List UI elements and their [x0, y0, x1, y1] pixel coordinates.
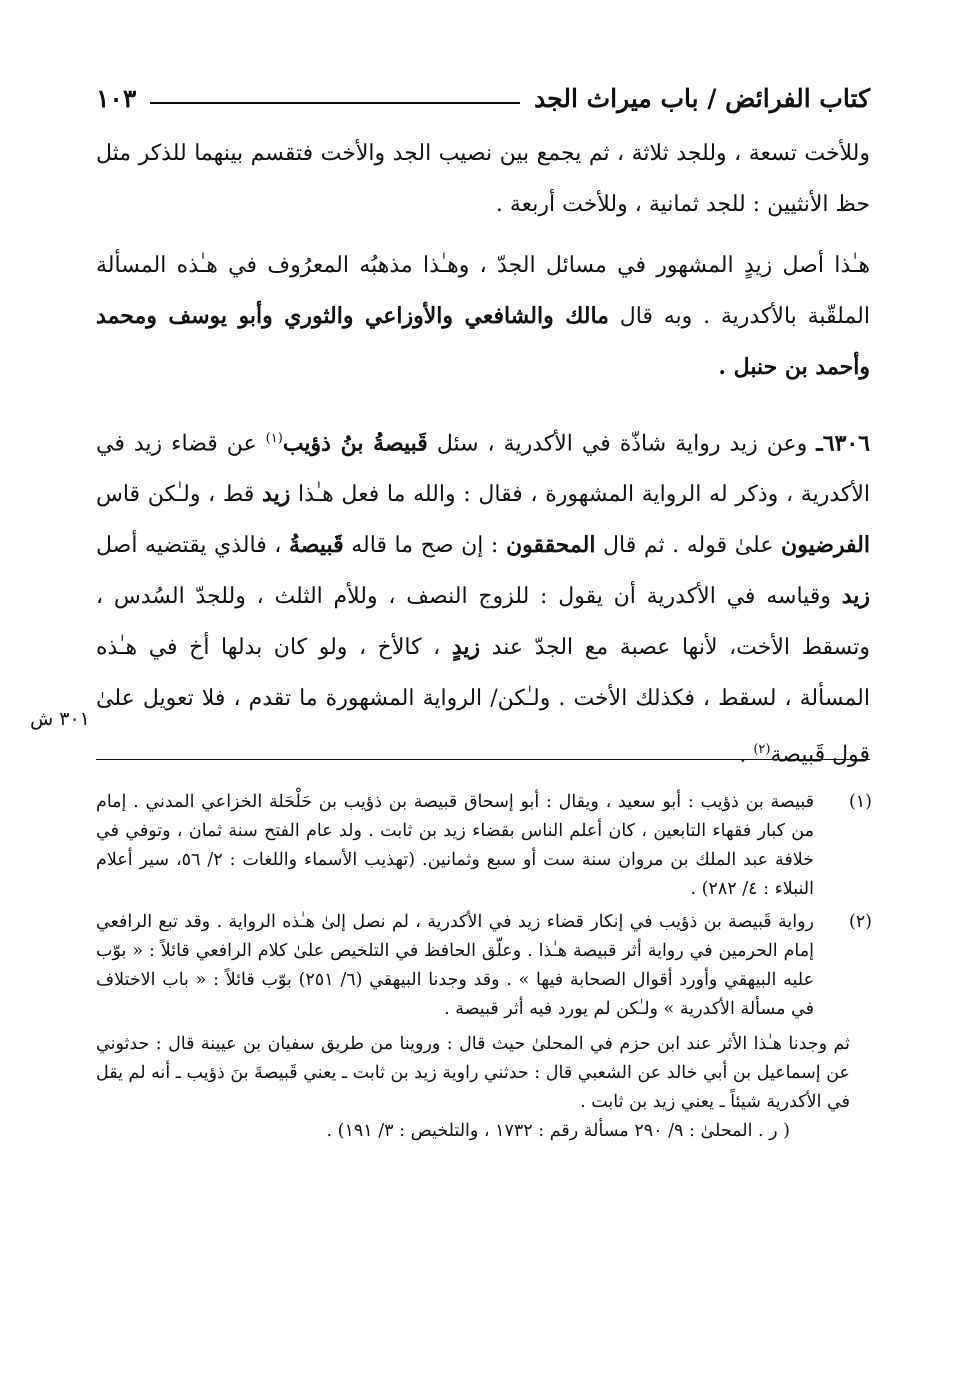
name-zayd-2: زيد [841, 583, 870, 610]
text-span: ، فالذي يقتضيه أصل [96, 533, 289, 559]
footnotes [96, 788, 872, 1146]
header-rule [150, 102, 520, 104]
hadith-number: ٦٣٠٦ـ [816, 430, 870, 457]
footnote-2 [96, 908, 872, 1024]
footnote-ref-1[interactable]: (١) [265, 431, 283, 446]
paragraph-3 [96, 413, 870, 781]
manuscript-folio-note: ٣٠١ ش [30, 708, 90, 730]
running-header [96, 78, 870, 118]
footnote-separator [96, 759, 870, 760]
name-qabisa: قَبيصةُ بنُ ذؤيب [282, 430, 428, 457]
footnote-1-text: قبيصة بن ذؤيب : أبو سعيد ، ويقال : أبو إسحاق قبيصة بن ذؤيب بن حَلْحَلة الخزاعي المدني . إمام من كبار فقهاء التابعين ، كان أعلم الناس بقضاء زيد بن ثابت . ولد عام الفتح سنة ثمان ، وتوفي في خلافة عبد الملك بن مروان سنة ست أو سبع وثمانين. (تهذيب الأسماء واللغات : ٢/ ٥٦، سير أعلام النبلاء : ٤/ ٢٨٢) . [96, 792, 814, 899]
text-span: ، كالأخ ، ولو كان بدلها أخ في هـٰذه المسألة ، لسقط ، فكذلك الأخت . ولـٰكن/ الرواية المشهورة ما تقدم ، فلا تعويل علىٰ قول قَبيصة [96, 635, 870, 768]
paragraph-2-text: هـٰذا أصل زيدٍ المشهور في مسائل الجدّ ، وهـٰذا مذهبُه المعرُوف في هـٰذه المسألة الملقّبة بالأكدرية . وبه قال [96, 253, 870, 329]
footnote-2-reference: ( ر . المحلىٰ : ٩/ ٢٩٠ مسألة رقم : ١٧٣٢ ، والتلخيص : ٣/ ١٩١) . [326, 1121, 790, 1141]
text-span: وعن زيد رواية شاذّة في الأكدرية ، سئل [427, 431, 817, 457]
text-span: عن قضاء زيد في الأكدرية ، وذكر له الرواية المشهورة ، فقال : والله ما فعل هـٰذا [96, 431, 870, 508]
main-text [96, 128, 870, 781]
text-span: قط ، ولـٰكن قاس [96, 482, 263, 508]
text-span: علىٰ قوله . ثم قال [595, 533, 782, 559]
footnote-ref-2[interactable]: (٢) [753, 742, 771, 758]
paragraph-2 [96, 240, 870, 393]
paragraph-1: وللأخت تسعة ، وللجد ثلاثة ، ثم يجمع بين نصيب الجد والأخت فتقسم بينهما للذكر مثل حظ الأنثيين : للجد ثمانية ، وللأخت أربعة . [96, 141, 870, 217]
name-zayd: زيد [262, 481, 291, 508]
text-span: . [739, 742, 754, 768]
text-span: وقياسه في الأكدرية أن يقول : للزوج النصف ، وللأم الثلث ، وللجدّ السُدس ، وتسقط الأخت، لأنها عصبة مع الجدّ عند [96, 584, 870, 661]
footnote-1 [96, 788, 872, 904]
footnote-2-text: رواية قَبيصة بن ذؤيب في إنكار قضاء زيد في الأكدرية ، لم نصل إلىٰ هـٰذه الرواية . وقد تبع الرافعي إمام الحرمين في رواية أثر قبيصة هـٰذا . وعلّق الحافظ في التلخيص علىٰ كلام الرافعي قائلاً : « بوّب عليه البيهقي وأورد أقوال الصحابة فيها » . وقد وجدنا البيهقي (٦/ ٢٥١) بوّب قائلاً : « باب الاختلاف في مسألة الأكدرية » ولـٰكن لم يورد فيه أثر قبيصة . [96, 912, 815, 1019]
footnote-2-mark: (٢) [848, 912, 872, 932]
footnote-1-mark: (١) [848, 792, 872, 812]
term-faradiyun: الفرضيون [781, 532, 870, 559]
name-zayd-3: زيدٍ [451, 634, 481, 661]
header-title: كتاب الفرائض / باب ميراث الجد [534, 83, 870, 113]
footnote-2-continuation: ثم وجدنا هـٰذا الأثر عند ابن حزم في المحلىٰ حيث قال : وروينا من طريق سفيان بن عيينة قال : حدثوني عن إسماعيل بن أبي خالد عن الشعبي قال : حدثني راوية زيد بن ثابت ـ يعني قَبيصةَ بنَ ذؤيب ـ أنه لم يقل في الأكدرية شيئاً ـ يعني زيد بن ثابت . [96, 1034, 850, 1112]
page-number: ١٠٣ [96, 83, 137, 113]
text-span: : إن صح ما قاله [343, 533, 506, 559]
scholars-names: مالك والشافعي والأوزاعي والثوري وأبو يوسف ومحمد وأحمد بن حنبل . [96, 303, 870, 380]
name-qabisa-2: قَبيصةُ [288, 532, 344, 559]
term-muhaqqiqun: المحققون [505, 532, 596, 559]
